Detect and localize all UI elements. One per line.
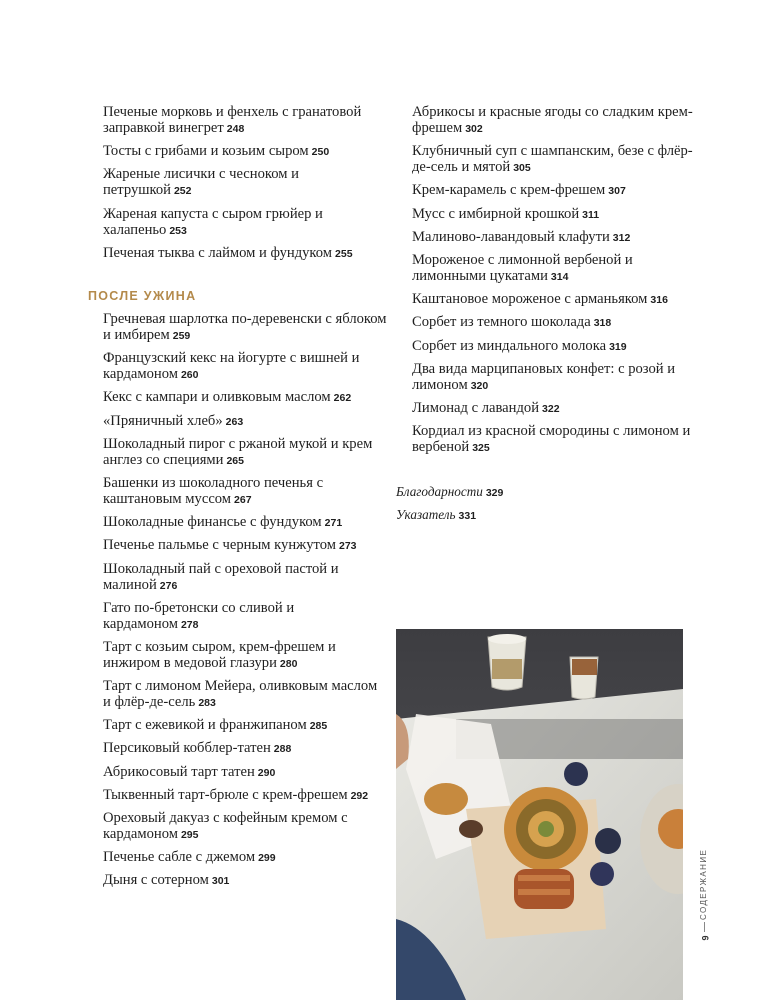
toc-entry: Мороженое с лимонной вербеной и лимонными цукатами 314 (412, 251, 633, 284)
toc-entry: Кордиал из красной смородины с лимоном и вербеной 325 (412, 423, 691, 456)
toc-entry: Ореховый дакуаз с кофейным кремом с кардамоном 295 (103, 810, 348, 842)
toc-entry-index: Указатель 331 (396, 507, 477, 522)
toc-entry: Шоколадный пирог с ржаной мукой и крем англез со специями 265 (103, 435, 373, 468)
toc-entry: Гато по-бретонски со сливой и кардамоном 278 (103, 599, 295, 632)
toc-entry: Тыквенный тарт-брюле с крем-фрешем 292 (103, 786, 369, 803)
toc-column-left-after (103, 311, 388, 896)
toc-entry: Тарт с лимоном Мейера, оливковым маслом и флёр-де-сель 283 (103, 678, 378, 711)
toc-entry: Малиново-лавандовый клафути 312 (412, 228, 631, 245)
toc-entry: Дыня с сотерном 301 (103, 872, 230, 889)
toc-entry: Печеные морковь и фенхель с гранатовой заправкой винегрет 248 (103, 104, 362, 136)
toc-back-matter (396, 484, 676, 530)
page-number: 9 (700, 935, 711, 941)
toc-entry: Тосты с грибами и козьим сыром 250 (103, 143, 330, 160)
running-head: СОДЕРЖАНИЕ (699, 848, 708, 920)
toc-entry: Шоколадные финансье с фундуком 271 (103, 514, 343, 531)
toc-entry: Крем-карамель с крем-фрешем 307 (412, 182, 626, 199)
toc-entry-acknowledgements: Благодарности 329 (396, 484, 504, 499)
toc-entry: Жареные лисички с чесноком и петрушкой 252 (103, 166, 299, 199)
toc-entry: «Пряничный хлеб» 263 (103, 412, 244, 429)
toc-entry: Абрикосы и красные ягоды со сладким крем-фрешем 302 (412, 104, 693, 136)
toc-entry: Тарт с козьим сыром, крем-фрешем и инжиром в медовой глазури 280 (103, 638, 336, 671)
toc-entry: Каштановое мороженое с арманьяком 316 (412, 291, 668, 308)
toc-entry: Сорбет из миндального молока 319 (412, 337, 627, 354)
toc-entry: Клубничный суп с шампанским, безе с флёр-де-сель и мятой 305 (412, 143, 693, 176)
toc-entry: Печенье пальмье с черным кунжутом 273 (103, 537, 357, 554)
toc-entry: Два вида марципановых конфет: с розой и лимоном 320 (412, 360, 676, 393)
toc-column-right (412, 104, 702, 462)
toc-entry: Гречневая шарлотка по-деревенски с яблоком и имбирем 259 (103, 311, 387, 343)
toc-entry: Тарт с ежевикой и франжипаном 285 (103, 717, 328, 734)
food-photo-illustration (396, 629, 683, 1000)
toc-entry: Персиковый кобблер-татен 288 (103, 740, 292, 757)
toc-entry: Печенье сабле с джемом 299 (103, 849, 276, 866)
toc-column-left-top (103, 104, 388, 268)
toc-entry: Абрикосовый тарт татен 290 (103, 763, 276, 780)
toc-entry: Лимонад с лавандой 322 (412, 399, 560, 416)
running-head-divider (704, 922, 705, 932)
toc-entry: Кекс с кампари и оливковым маслом 262 (103, 389, 352, 406)
toc-entry: Печеная тыква с лаймом и фундуком 255 (103, 244, 353, 261)
toc-entry: Жареная капуста с сыром грюйер и халапеньо 253 (103, 205, 323, 238)
section-heading: ПОСЛЕ УЖИНА (88, 289, 197, 303)
toc-entry: Французский кекс на йогурте с вишней и кардамоном 260 (103, 350, 360, 383)
toc-entry: Башенки из шоколадного печенья с каштановым муссом 267 (103, 474, 324, 507)
toc-entry: Мусс с имбирной крошкой 311 (412, 205, 600, 222)
toc-entry: Шоколадный пай с ореховой пастой и малиной 276 (103, 560, 339, 593)
toc-entry: Сорбет из темного шоколада 318 (412, 314, 612, 331)
food-photo (396, 629, 683, 1000)
